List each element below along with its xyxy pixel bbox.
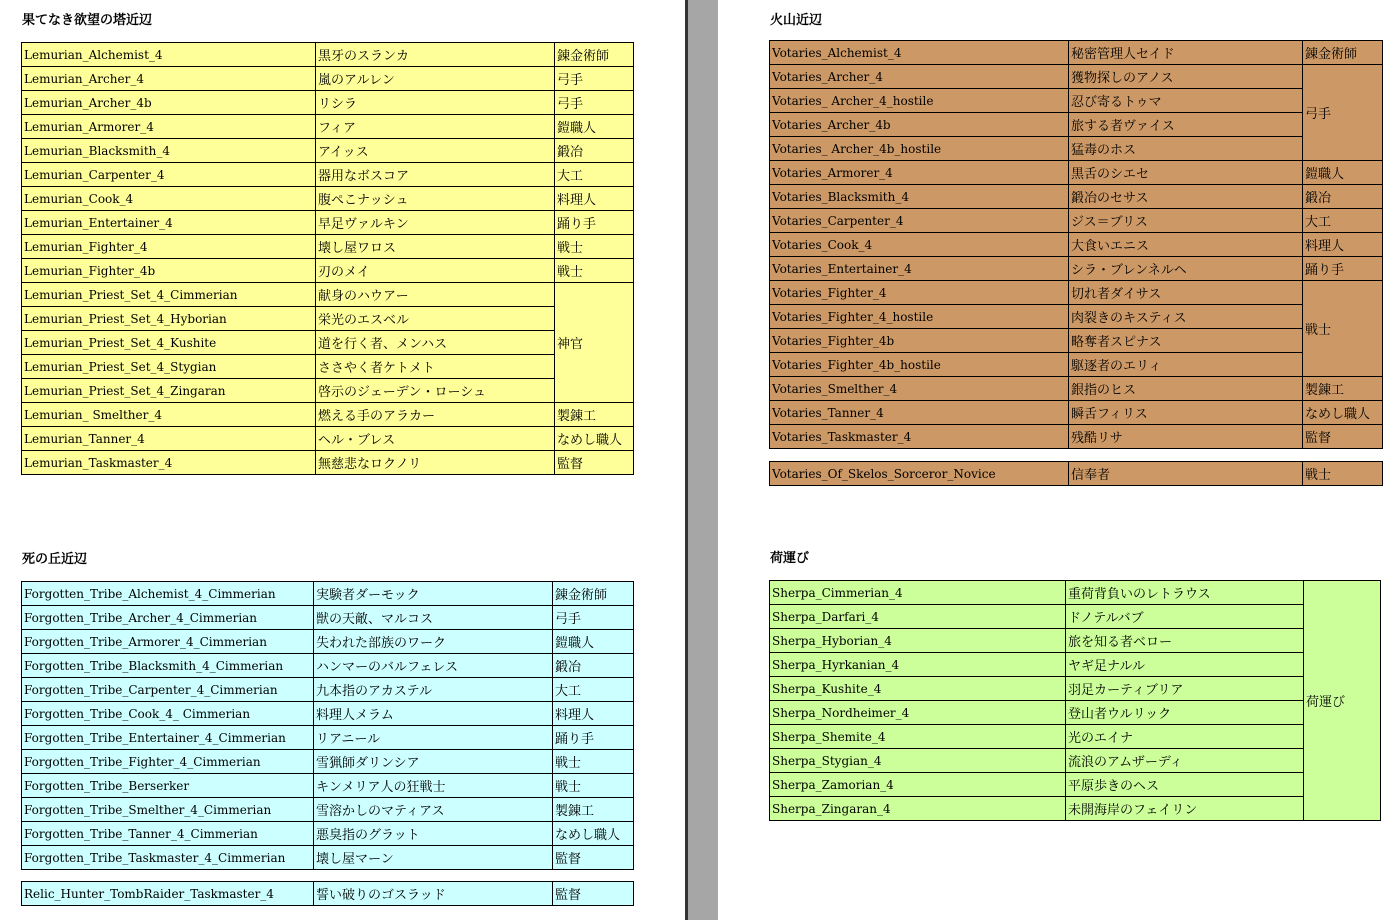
npc-role-cell: 大工 xyxy=(1303,209,1383,233)
table-row xyxy=(22,139,634,163)
npc-id-cell: Votaries_Taskmaster_4 xyxy=(770,425,1069,449)
npc-id-cell: Lemurian_Fighter_4 xyxy=(22,235,316,259)
npc-name-cell: 重荷背負いのレトラウス xyxy=(1066,581,1304,605)
table-row xyxy=(22,630,634,654)
npc-name-cell: 実験者ダーモック xyxy=(314,582,553,606)
npc-id-cell: Votaries_Blacksmith_4 xyxy=(770,185,1069,209)
table-row xyxy=(22,822,634,846)
npc-name-cell: キンメリア人の狂戦士 xyxy=(314,774,553,798)
npc-id-cell: Forgotten_Tribe_Carpenter_4_Cimmerian xyxy=(22,678,314,702)
table-row xyxy=(770,653,1381,677)
table-row xyxy=(770,233,1383,257)
npc-name-cell: 腹ペこナッシュ xyxy=(316,187,555,211)
npc-id-cell: Votaries_Smelther_4 xyxy=(770,377,1069,401)
npc-name-cell: 旅する者ヴァイス xyxy=(1069,113,1303,137)
npc-role-cell: 鎧職人 xyxy=(1303,161,1383,185)
npc-id-cell: Sherpa_Zingaran_4 xyxy=(770,797,1066,821)
table-row xyxy=(770,425,1383,449)
npc-id-cell: Votaries_Alchemist_4 xyxy=(770,41,1069,65)
table-tower xyxy=(21,42,634,475)
npc-id-cell: Forgotten_Tribe_Alchemist_4_Cimmerian xyxy=(22,582,314,606)
table-row xyxy=(22,187,634,211)
npc-name-cell: 大食いエニス xyxy=(1069,233,1303,257)
table-row xyxy=(770,401,1383,425)
npc-id-cell: Lemurian_Archer_4b xyxy=(22,91,316,115)
table-row xyxy=(22,331,634,355)
npc-id-cell: Forgotten_Tribe_Entertainer_4_Cimmerian xyxy=(22,726,314,750)
table-row xyxy=(22,355,634,379)
npc-role-cell: 鍛冶 xyxy=(1303,185,1383,209)
npc-id-cell: Sherpa_Nordheimer_4 xyxy=(770,701,1066,725)
npc-name-cell: 平原歩きのヘス xyxy=(1066,773,1304,797)
npc-id-cell: Lemurian_Cook_4 xyxy=(22,187,316,211)
table-hill xyxy=(21,581,634,870)
npc-role-cell: 製錬工 xyxy=(1303,377,1383,401)
npc-name-cell: 栄光のエスベル xyxy=(316,307,555,331)
table-row xyxy=(22,115,634,139)
npc-id-cell: Votaries_ Archer_4b_hostile xyxy=(770,137,1069,161)
npc-name-cell: 九本指のアカステル xyxy=(314,678,553,702)
table-row xyxy=(22,379,634,403)
npc-name-cell: 獲物探しのアノス xyxy=(1069,65,1303,89)
npc-name-cell: 銀指のヒス xyxy=(1069,377,1303,401)
npc-id-cell: Forgotten_Tribe_Taskmaster_4_Cimmerian xyxy=(22,846,314,870)
npc-id-cell: Forgotten_Tribe_Fighter_4_Cimmerian xyxy=(22,750,314,774)
npc-name-cell: 無慈悲なロクノリ xyxy=(316,451,555,475)
npc-name-cell: ヤギ足ナルル xyxy=(1066,653,1304,677)
table-row xyxy=(22,702,634,726)
npc-name-cell: 刃のメイ xyxy=(316,259,555,283)
npc-id-cell: Votaries_ Archer_4_hostile xyxy=(770,89,1069,113)
npc-role-cell: 戦士 xyxy=(1303,462,1383,486)
table-porter xyxy=(769,580,1381,821)
npc-id-cell: Sherpa_Cimmerian_4 xyxy=(770,581,1066,605)
table-row xyxy=(22,678,634,702)
npc-name-cell: 駆逐者のエリィ xyxy=(1069,353,1303,377)
npc-name-cell: フィア xyxy=(316,115,555,139)
table-row xyxy=(22,67,634,91)
npc-name-cell: 雪猟師ダリンシア xyxy=(314,750,553,774)
section-title-hill: 死の丘近辺 xyxy=(22,552,88,567)
npc-id-cell: Sherpa_Darfari_4 xyxy=(770,605,1066,629)
npc-role-cell: 神官 xyxy=(555,283,634,403)
npc-role-cell: 製錬工 xyxy=(555,403,634,427)
npc-id-cell: Lemurian_Taskmaster_4 xyxy=(22,451,316,475)
npc-name-cell: 黒牙のスランカ xyxy=(316,43,555,67)
table-row xyxy=(770,629,1381,653)
table-row xyxy=(770,41,1383,65)
npc-role-cell: 錬金術師 xyxy=(1303,41,1383,65)
table-row xyxy=(770,462,1383,486)
npc-id-cell: Votaries_Fighter_4_hostile xyxy=(770,305,1069,329)
npc-id-cell: Votaries_Cook_4 xyxy=(770,233,1069,257)
table-row xyxy=(770,749,1381,773)
npc-id-cell: Relic_Hunter_TombRaider_Taskmaster_4 xyxy=(22,882,314,906)
npc-id-cell: Forgotten_Tribe_Smelther_4_Cimmerian xyxy=(22,798,314,822)
table-row xyxy=(22,163,634,187)
table-row xyxy=(770,581,1381,605)
npc-role-cell: 監督 xyxy=(1303,425,1383,449)
table-row xyxy=(770,725,1381,749)
npc-role-cell: 荷運び xyxy=(1304,581,1381,821)
npc-name-cell: ドノテルバブ xyxy=(1066,605,1304,629)
npc-id-cell: Sherpa_Zamorian_4 xyxy=(770,773,1066,797)
npc-role-cell: 製錬工 xyxy=(553,798,634,822)
table-row xyxy=(22,211,634,235)
npc-name-cell: 啓示のジェーデン・ローシュ xyxy=(316,379,555,403)
npc-name-cell: 嵐のアルレン xyxy=(316,67,555,91)
table-row xyxy=(22,654,634,678)
table-row xyxy=(770,605,1381,629)
npc-name-cell: 道を行く者、メンハス xyxy=(316,331,555,355)
table-row xyxy=(22,91,634,115)
npc-name-cell: ヘル・ブレス xyxy=(316,427,555,451)
npc-id-cell: Sherpa_Kushite_4 xyxy=(770,677,1066,701)
npc-name-cell: 献身のハウアー xyxy=(316,283,555,307)
table-row xyxy=(770,701,1381,725)
npc-id-cell: Votaries_Archer_4 xyxy=(770,65,1069,89)
npc-role-cell: 弓手 xyxy=(1303,65,1383,161)
table-volcano xyxy=(769,40,1383,449)
table-row xyxy=(770,305,1383,329)
npc-id-cell: Lemurian_Priest_Set_4_Zingaran xyxy=(22,379,316,403)
npc-role-cell: なめし職人 xyxy=(1303,401,1383,425)
npc-id-cell: Forgotten_Tribe_Cook_4_ Cimmerian xyxy=(22,702,314,726)
npc-id-cell: Lemurian_Alchemist_4 xyxy=(22,43,316,67)
npc-id-cell: Votaries_Entertainer_4 xyxy=(770,257,1069,281)
npc-name-cell: 猛毒のホス xyxy=(1069,137,1303,161)
npc-role-cell: なめし職人 xyxy=(555,427,634,451)
npc-name-cell: 切れ者ダイサス xyxy=(1069,281,1303,305)
table-row xyxy=(22,307,634,331)
npc-id-cell: Lemurian_ Smelther_4 xyxy=(22,403,316,427)
npc-name-cell: 流浪のアムザーディ xyxy=(1066,749,1304,773)
npc-role-cell: 監督 xyxy=(553,846,634,870)
npc-role-cell: 戦士 xyxy=(555,259,634,283)
npc-id-cell: Lemurian_Armorer_4 xyxy=(22,115,316,139)
table-row xyxy=(770,161,1383,185)
npc-name-cell: 器用なボスコア xyxy=(316,163,555,187)
table-row xyxy=(770,137,1383,161)
table-row xyxy=(770,377,1383,401)
npc-id-cell: Votaries_Armorer_4 xyxy=(770,161,1069,185)
npc-name-cell: 雪溶かしのマティアス xyxy=(314,798,553,822)
table-row xyxy=(22,774,634,798)
npc-name-cell: 忍び寄るトゥマ xyxy=(1069,89,1303,113)
npc-id-cell: Forgotten_Tribe_Berserker xyxy=(22,774,314,798)
table-row xyxy=(770,209,1383,233)
npc-name-cell: 早足ヴァルキン xyxy=(316,211,555,235)
table-row xyxy=(22,403,634,427)
npc-id-cell: Votaries_Carpenter_4 xyxy=(770,209,1069,233)
npc-role-cell: 戦士 xyxy=(555,235,634,259)
npc-id-cell: Lemurian_Priest_Set_4_Cimmerian xyxy=(22,283,316,307)
table-row xyxy=(770,113,1383,137)
npc-name-cell: 獣の天敵、マルコス xyxy=(314,606,553,630)
npc-name-cell: 略奪者スピナス xyxy=(1069,329,1303,353)
npc-id-cell: Forgotten_Tribe_Archer_4_Cimmerian xyxy=(22,606,314,630)
table-row xyxy=(22,882,634,906)
npc-role-cell: 戦士 xyxy=(553,774,634,798)
npc-id-cell: Lemurian_Fighter_4b xyxy=(22,259,316,283)
npc-name-cell: 羽足カーティブリア xyxy=(1066,677,1304,701)
table-row xyxy=(770,65,1383,89)
npc-role-cell: 鍛冶 xyxy=(555,139,634,163)
npc-name-cell: 燃える手のアラカー xyxy=(316,403,555,427)
npc-role-cell: 鎧職人 xyxy=(553,630,634,654)
table-row xyxy=(22,606,634,630)
npc-id-cell: Forgotten_Tribe_Blacksmith_4_Cimmerian xyxy=(22,654,314,678)
npc-id-cell: Votaries_Of_Skelos_Sorceror_Novice xyxy=(770,462,1069,486)
npc-role-cell: 弓手 xyxy=(555,91,634,115)
npc-id-cell: Sherpa_Shemite_4 xyxy=(770,725,1066,749)
npc-name-cell: リシラ xyxy=(316,91,555,115)
npc-name-cell: 瞬舌フィリス xyxy=(1069,401,1303,425)
npc-role-cell: 踊り手 xyxy=(553,726,634,750)
npc-name-cell: シラ・ブレンネルヘ xyxy=(1069,257,1303,281)
npc-role-cell: 踊り手 xyxy=(555,211,634,235)
npc-role-cell: 錬金術師 xyxy=(555,43,634,67)
npc-role-cell: 鎧職人 xyxy=(555,115,634,139)
npc-id-cell: Votaries_Archer_4b xyxy=(770,113,1069,137)
npc-role-cell: 錬金術師 xyxy=(553,582,634,606)
npc-name-cell: 信奉者 xyxy=(1069,462,1303,486)
npc-name-cell: 鍛冶のセサス xyxy=(1069,185,1303,209)
table-row xyxy=(22,427,634,451)
npc-name-cell: ジス＝ブリス xyxy=(1069,209,1303,233)
npc-name-cell: 光のエイナ xyxy=(1066,725,1304,749)
npc-id-cell: Forgotten_Tribe_Armorer_4_Cimmerian xyxy=(22,630,314,654)
npc-id-cell: Lemurian_Priest_Set_4_Hyborian xyxy=(22,307,316,331)
npc-name-cell: 旅を知る者ベロー xyxy=(1066,629,1304,653)
npc-name-cell: リアニール xyxy=(314,726,553,750)
npc-role-cell: なめし職人 xyxy=(553,822,634,846)
npc-role-cell: 大工 xyxy=(553,678,634,702)
npc-name-cell: 秘密管理人セイド xyxy=(1069,41,1303,65)
npc-id-cell: Votaries_Fighter_4b_hostile xyxy=(770,353,1069,377)
npc-id-cell: Lemurian_Priest_Set_4_Stygian xyxy=(22,355,316,379)
section-title-porter: 荷運び xyxy=(770,551,810,566)
table-row xyxy=(770,773,1381,797)
table-row xyxy=(22,259,634,283)
table-row xyxy=(770,353,1383,377)
npc-id-cell: Forgotten_Tribe_Tanner_4_Cimmerian xyxy=(22,822,314,846)
npc-name-cell: 黒舌のシエセ xyxy=(1069,161,1303,185)
npc-id-cell: Votaries_Fighter_4b xyxy=(770,329,1069,353)
npc-role-cell: 踊り手 xyxy=(1303,257,1383,281)
table-row xyxy=(770,185,1383,209)
npc-role-cell: 監督 xyxy=(553,882,634,906)
npc-name-cell: アイッス xyxy=(316,139,555,163)
table-volcano-extra xyxy=(769,461,1383,486)
npc-role-cell: 料理人 xyxy=(553,702,634,726)
npc-name-cell: 肉裂きのキスティス xyxy=(1069,305,1303,329)
page-divider-edge xyxy=(685,0,688,920)
table-row xyxy=(22,582,634,606)
table-row xyxy=(22,726,634,750)
npc-id-cell: Lemurian_Archer_4 xyxy=(22,67,316,91)
npc-role-cell: 戦士 xyxy=(1303,281,1383,377)
npc-role-cell: 料理人 xyxy=(555,187,634,211)
npc-role-cell: 弓手 xyxy=(555,67,634,91)
npc-name-cell: 登山者ウルリック xyxy=(1066,701,1304,725)
npc-name-cell: 誓い破りのゴスラッド xyxy=(314,882,553,906)
npc-id-cell: Lemurian_Carpenter_4 xyxy=(22,163,316,187)
npc-role-cell: 鍛冶 xyxy=(553,654,634,678)
npc-id-cell: Lemurian_Entertainer_4 xyxy=(22,211,316,235)
table-row xyxy=(22,750,634,774)
table-row xyxy=(770,329,1383,353)
npc-name-cell: ささやく者ケトメト xyxy=(316,355,555,379)
npc-name-cell: 壊し屋ワロス xyxy=(316,235,555,259)
table-row xyxy=(770,257,1383,281)
npc-id-cell: Sherpa_Stygian_4 xyxy=(770,749,1066,773)
page-divider xyxy=(685,0,718,920)
section-title-volcano: 火山近辺 xyxy=(770,13,823,28)
table-row xyxy=(22,235,634,259)
table-row xyxy=(770,89,1383,113)
npc-name-cell: 壊し屋マーン xyxy=(314,846,553,870)
npc-role-cell: 料理人 xyxy=(1303,233,1383,257)
table-row xyxy=(22,451,634,475)
table-row xyxy=(22,283,634,307)
table-hill-extra xyxy=(21,881,634,906)
npc-id-cell: Lemurian_Blacksmith_4 xyxy=(22,139,316,163)
npc-role-cell: 戦士 xyxy=(553,750,634,774)
npc-id-cell: Votaries_Tanner_4 xyxy=(770,401,1069,425)
section-title-tower: 果てなき欲望の塔近辺 xyxy=(22,13,153,28)
npc-id-cell: Votaries_Fighter_4 xyxy=(770,281,1069,305)
npc-id-cell: Lemurian_Tanner_4 xyxy=(22,427,316,451)
npc-name-cell: ハンマーのバルフェレス xyxy=(314,654,553,678)
npc-id-cell: Sherpa_Hyrkanian_4 xyxy=(770,653,1066,677)
npc-name-cell: 失われた部族のワーク xyxy=(314,630,553,654)
npc-id-cell: Sherpa_Hyborian_4 xyxy=(770,629,1066,653)
npc-role-cell: 大工 xyxy=(555,163,634,187)
npc-name-cell: 残酷リサ xyxy=(1069,425,1303,449)
npc-name-cell: 料理人メラム xyxy=(314,702,553,726)
table-row xyxy=(770,797,1381,821)
npc-role-cell: 監督 xyxy=(555,451,634,475)
npc-role-cell: 弓手 xyxy=(553,606,634,630)
table-row xyxy=(770,281,1383,305)
npc-id-cell: Lemurian_Priest_Set_4_Kushite xyxy=(22,331,316,355)
npc-name-cell: 悪臭指のグラット xyxy=(314,822,553,846)
table-row xyxy=(22,846,634,870)
table-row xyxy=(770,677,1381,701)
npc-name-cell: 未開海岸のフェイリン xyxy=(1066,797,1304,821)
table-row xyxy=(22,43,634,67)
table-row xyxy=(22,798,634,822)
